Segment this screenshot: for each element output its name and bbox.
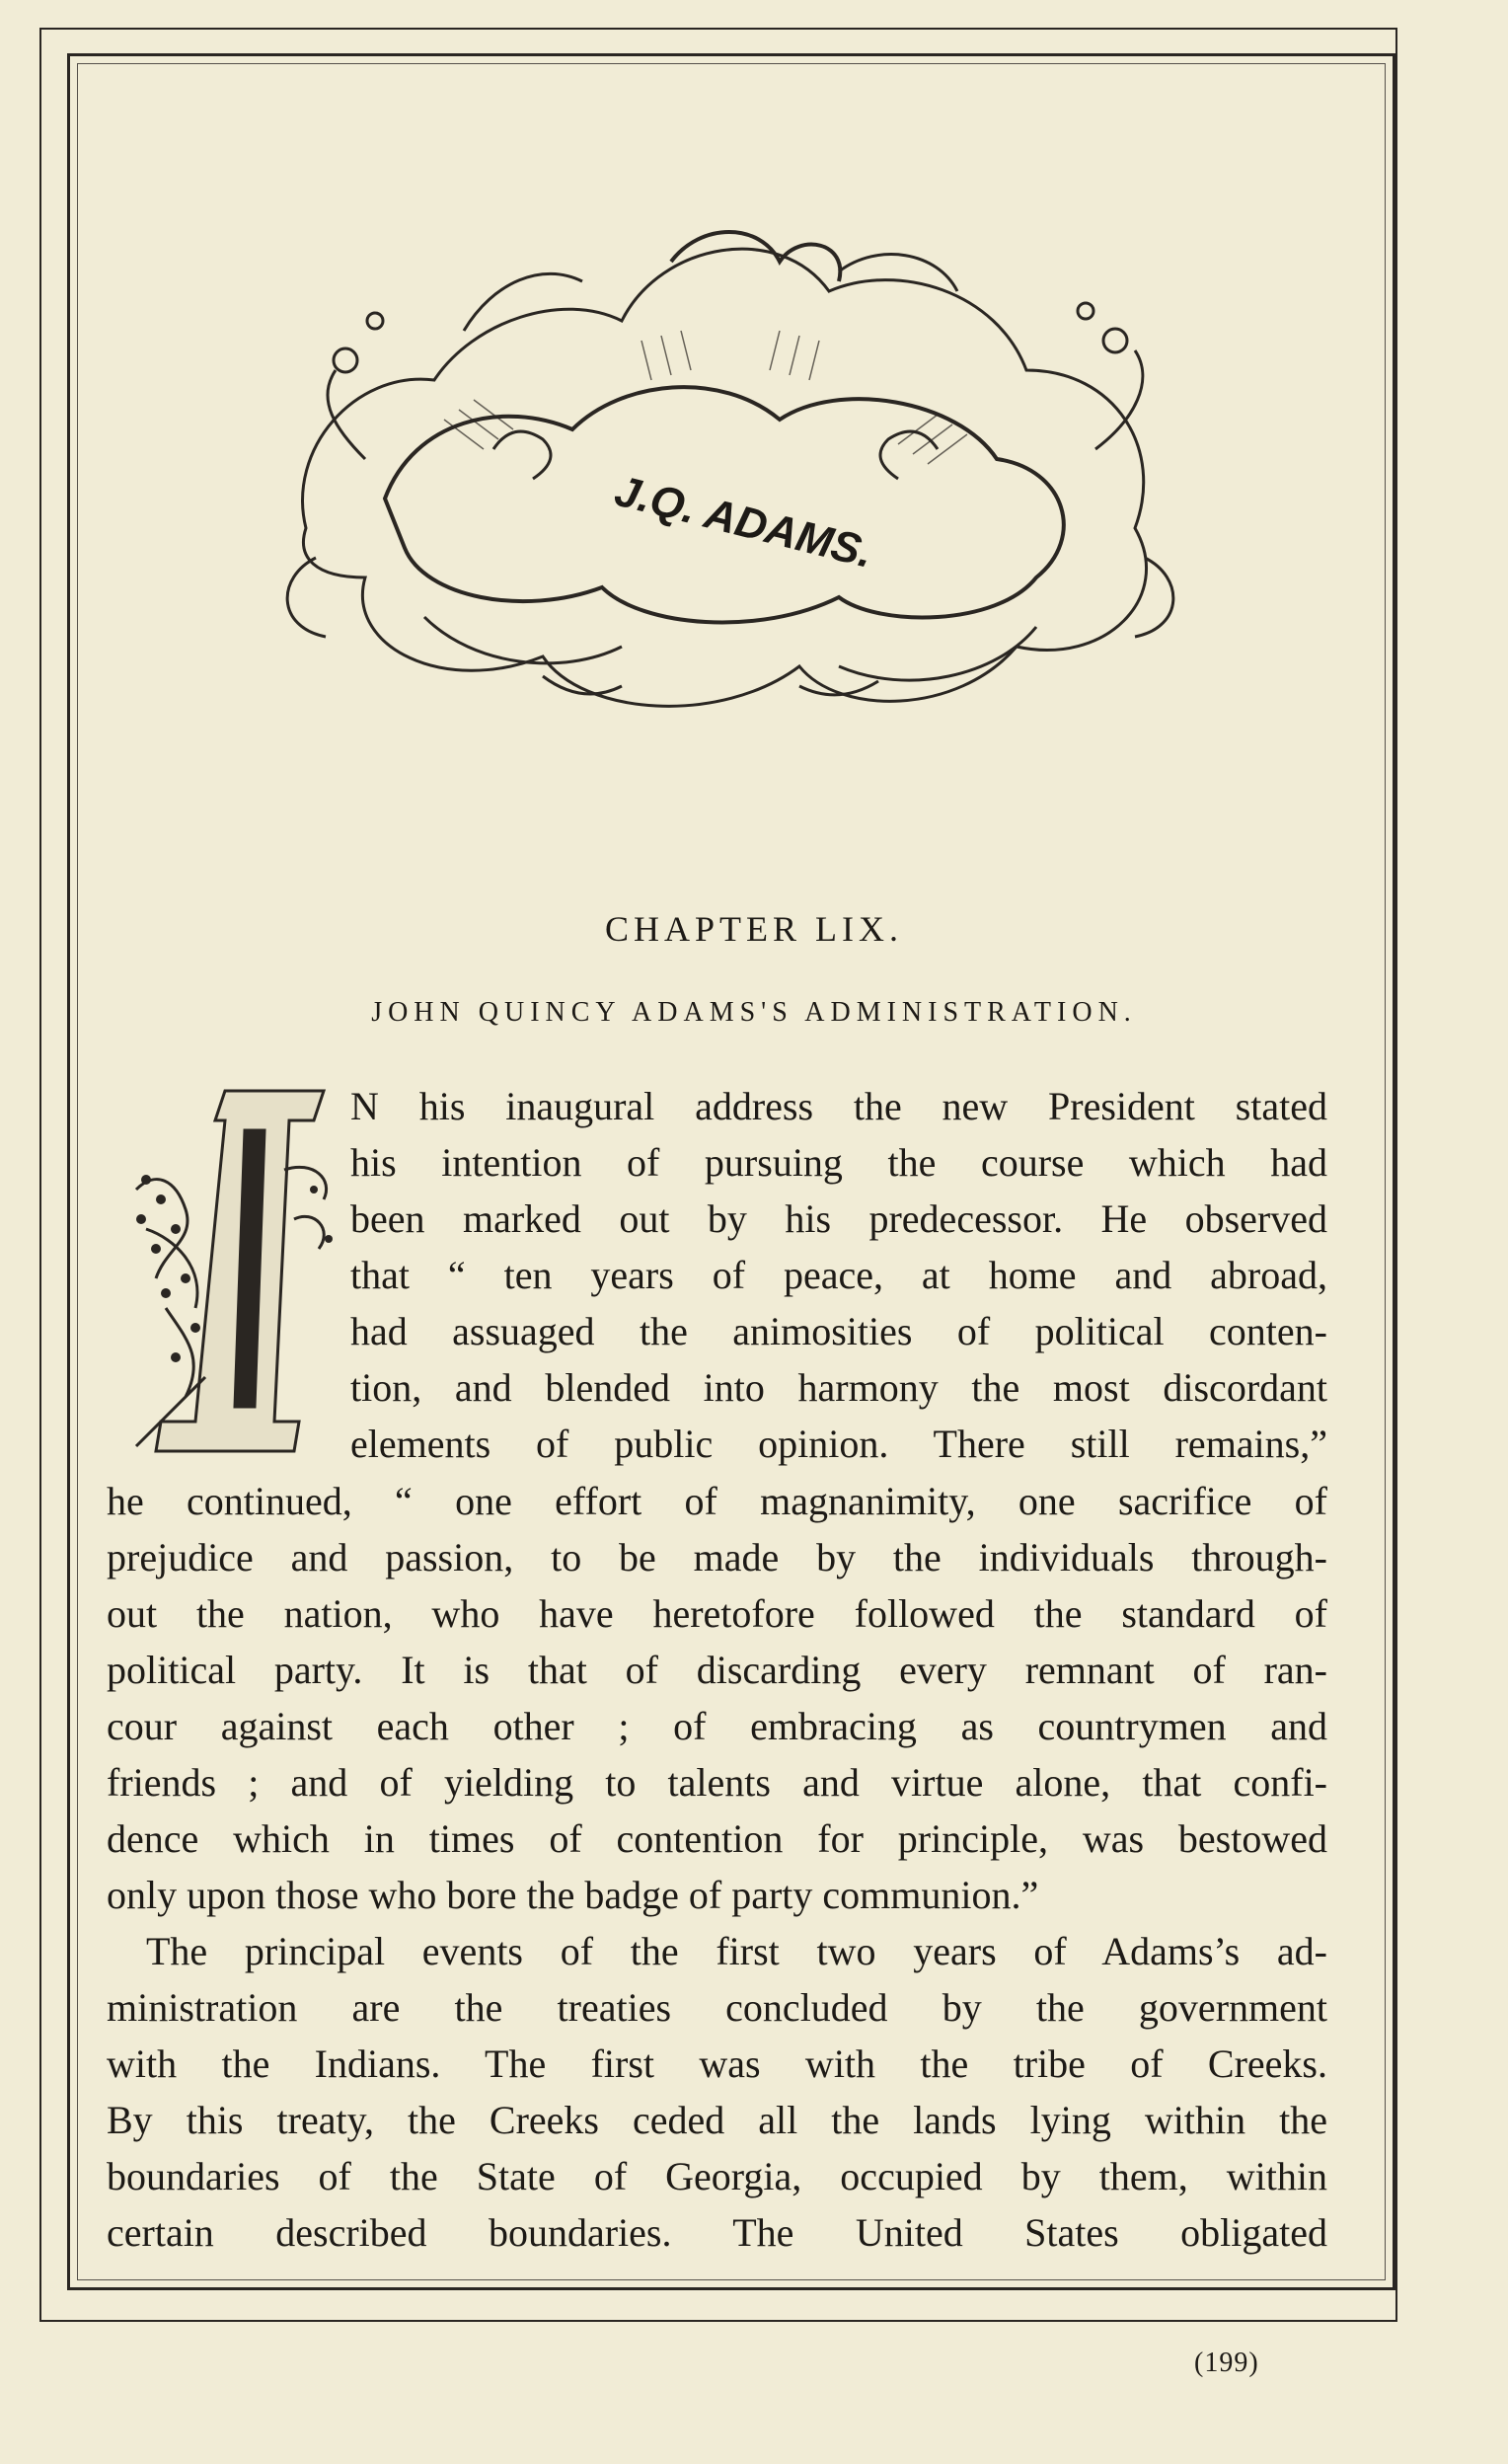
text-line: out the nation, who have heretofore followed the standard of	[107, 1591, 1327, 1636]
body-text	[107, 1473, 1327, 2261]
page-number: (199)	[1194, 2348, 1259, 2378]
text-line: cour against each other ; of embracing as countrymen and	[107, 1704, 1327, 1748]
text-line: friends ; and of yielding to talents and virtue alone, that confi-	[107, 1760, 1327, 1805]
text-line: certain described boundaries. The United States obligated	[107, 2210, 1327, 2255]
text-line: By this treaty, the Creeks ceded all the lands lying within the	[107, 2098, 1327, 2142]
ornamental-initial	[116, 1081, 353, 1461]
text-line: boundaries of the State of Georgia, occupied by them, within	[107, 2154, 1327, 2198]
text-line: been marked out by his predecessor. He observed	[350, 1196, 1327, 1241]
chapter-title: JOHN QUINCY ADAMS'S ADMINISTRATION.	[371, 997, 1137, 1028]
text-line: only upon those who bore the badge of party communion.”	[107, 1873, 1039, 1917]
opening-paragraph	[350, 1078, 1327, 1472]
chapter-number: CHAPTER LIX.	[605, 909, 903, 949]
text-line: The principal events of the first two years of Adams’s ad-	[146, 1929, 1327, 1973]
text-line: his intention of pursuing the course which had	[350, 1140, 1327, 1185]
text-line: elements of public opinion. There still remains,”	[350, 1422, 1327, 1466]
text-line: ministration are the treaties concluded by the government	[107, 1985, 1327, 2030]
text-line: political party. It is that of discarding every remnant of ran-	[107, 1648, 1327, 1692]
cartouche-illustration	[247, 202, 1214, 755]
text-line: N his inaugural address the new President stated	[350, 1084, 1327, 1128]
text-line: he continued, “ one effort of magnanimity, one sacrifice of	[107, 1479, 1327, 1523]
initial-letter: I	[116, 1081, 117, 1082]
cartouche-label: J.Q. ADAMS.	[610, 466, 878, 578]
text-line: with the Indians. The first was with the tribe of Creeks.	[107, 2041, 1327, 2086]
text-line: that “ ten years of peace, at home and abroad,	[350, 1253, 1327, 1297]
text-line: dence which in times of contention for principle, was bestowed	[107, 1816, 1327, 1861]
text-line: tion, and blended into harmony the most discordant	[350, 1365, 1327, 1410]
text-line: prejudice and passion, to be made by the individuals through-	[107, 1535, 1327, 1579]
text-line: had assuaged the animosities of political conten-	[350, 1309, 1327, 1353]
